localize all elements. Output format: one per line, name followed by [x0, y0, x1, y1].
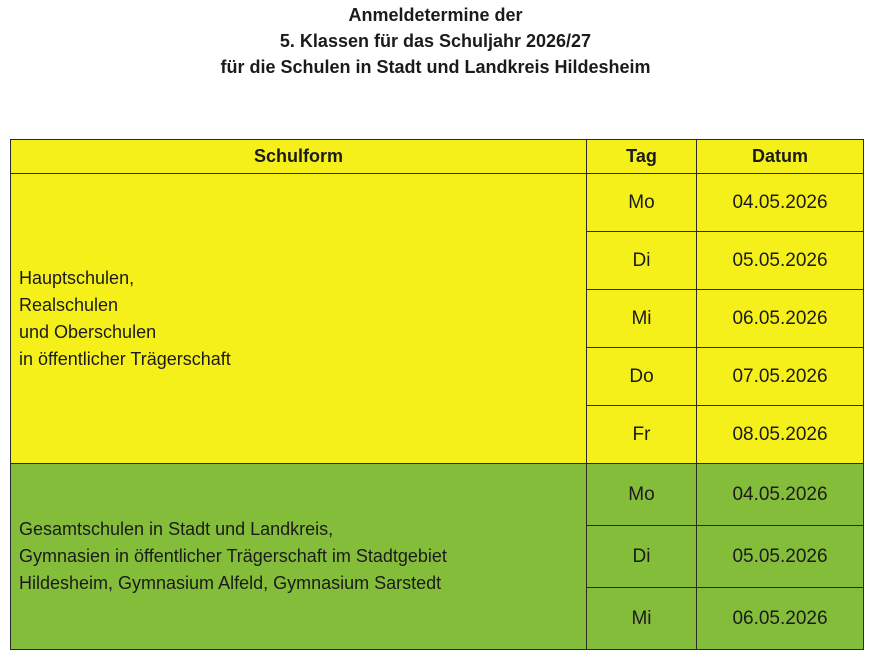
- tag-cell: Mo: [587, 464, 697, 526]
- schulform-cell-group-2: [11, 464, 587, 650]
- schulform-line: und Oberschulen: [19, 321, 157, 342]
- datum-cell: 08.05.2026: [697, 406, 864, 464]
- document-title: [0, 2, 871, 80]
- datum-cell: 06.05.2026: [697, 588, 864, 650]
- schulform-line: in öffentlicher Trägerschaft: [19, 348, 231, 369]
- schulform-line: Gesamtschulen in Stadt und Landkreis,: [19, 519, 334, 539]
- tag-cell: Mo: [587, 174, 697, 232]
- header-tag: Tag: [587, 140, 697, 174]
- datum-cell: 05.05.2026: [697, 526, 864, 588]
- tag-cell: Mi: [587, 588, 697, 650]
- title-line-3: für die Schulen in Stadt und Landkreis Hildesheim: [220, 57, 651, 77]
- schulform-cell-group-1: [11, 174, 587, 464]
- title-line-2: 5. Klassen für das Schuljahr 2026/27: [279, 31, 592, 51]
- schulform-line: Hildesheim, Gymnasium Alfeld, Gymnasium Sarstedt: [19, 573, 442, 593]
- datum-cell: 04.05.2026: [697, 174, 864, 232]
- registration-table: [10, 139, 864, 650]
- schulform-line: Hauptschulen,: [19, 267, 135, 288]
- tag-cell: Fr: [587, 406, 697, 464]
- datum-cell: 06.05.2026: [697, 290, 864, 348]
- schulform-line: Realschulen: [19, 294, 119, 315]
- header-schulform: Schulform: [11, 140, 587, 174]
- title-line-1: Anmeldetermine der: [348, 5, 523, 25]
- datum-cell: 07.05.2026: [697, 348, 864, 406]
- tag-cell: Mi: [587, 290, 697, 348]
- datum-cell: 04.05.2026: [697, 464, 864, 526]
- table-header-row: [11, 140, 864, 174]
- table-row: [11, 174, 864, 232]
- table-row: [11, 464, 864, 526]
- tag-cell: Di: [587, 232, 697, 290]
- datum-cell: 05.05.2026: [697, 232, 864, 290]
- tag-cell: Do: [587, 348, 697, 406]
- header-datum: Datum: [697, 140, 864, 174]
- tag-cell: Di: [587, 526, 697, 588]
- schulform-line: Gymnasien in öffentlicher Trägerschaft im Stadtgebiet: [19, 546, 447, 566]
